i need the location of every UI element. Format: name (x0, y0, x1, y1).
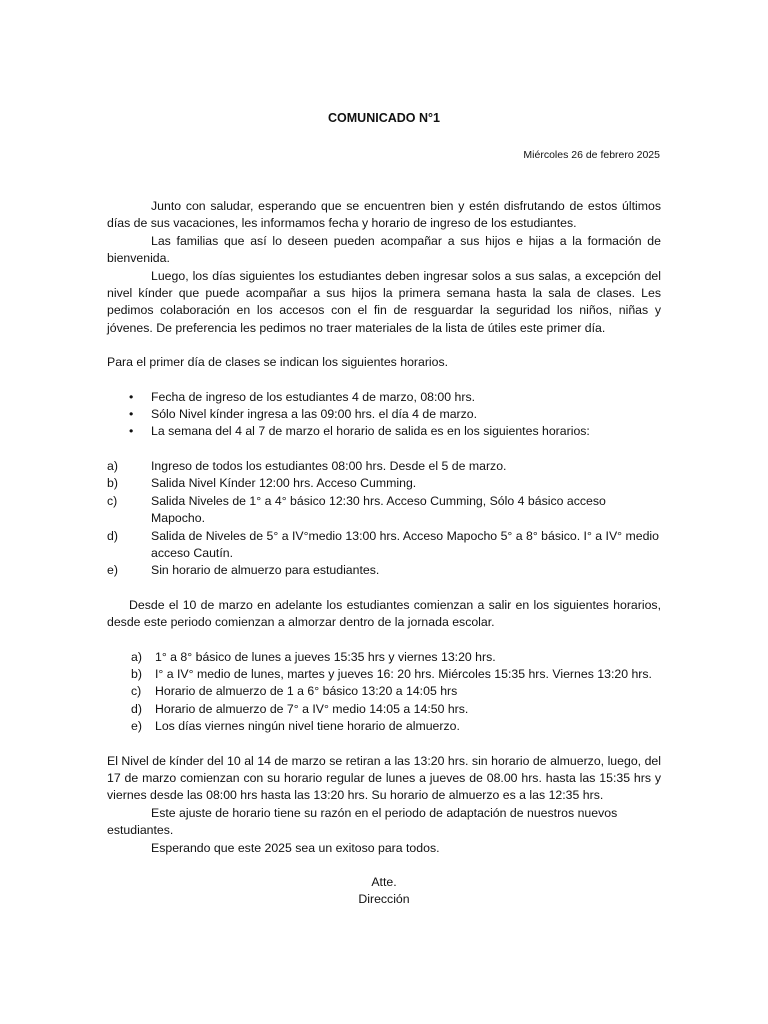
list-item-text: I° a IV° medio de lunes, martes y jueves 16: 20 hrs. Miércoles 15:35 hrs. Viernes 13:20 hrs. (155, 666, 652, 681)
list-item (107, 718, 661, 735)
intro-paragraph: Las familias que así lo deseen pueden acompañar a sus hijos e hijas a la formación de bienvenida. (107, 233, 661, 266)
list-item-text: Salida Nivel Kínder 12:00 hrs. Acceso Cumming. (151, 476, 417, 491)
list-marker: b) (131, 666, 142, 681)
list-marker: e) (131, 719, 142, 734)
list-item-text: Los días viernes ningún nivel tiene horario de almuerzo. (155, 719, 460, 734)
list-item (107, 475, 661, 492)
march-intro-paragraph: Desde el 10 de marzo en adelante los estudiantes comienzan a salir en los siguientes horarios, desde este periodo comienzan a almorzar dentro de la jornada escolar. (107, 597, 661, 630)
kinder-paragraph: El Nivel de kínder del 10 al 14 de marzo se retiran a las 13:20 hrs. sin horario de almuerzo, luego, del 17 de marzo comienzan con su horario regular de lunes a jueves de 08.00 hrs. hasta las 15:35 hrs y viernes desde las 08:00 hrs hasta las 13:20 hrs. Su horario de almuerzo es a las 12:35 hrs. (107, 753, 661, 803)
list-item-text: Horario de almuerzo de 1 a 6° básico 13:20 a 14:05 hrs (155, 684, 458, 699)
document-title: COMUNICADO N°1 (328, 111, 440, 125)
signature: Dirección (358, 892, 410, 907)
list-item (107, 649, 661, 666)
document-date: Miércoles 26 de febrero 2025 (523, 149, 660, 161)
list-item (107, 528, 661, 563)
list-item-text: Salida Niveles de 1° a 4° básico 12:30 hrs. Acceso Cumming, Sólo 4 básico acceso Mapocho. (151, 493, 606, 526)
list-item (107, 458, 661, 475)
first-day-bullet-list (107, 389, 661, 441)
document-body (107, 198, 661, 909)
list-marker: d) (131, 701, 142, 716)
list-marker: a) (107, 458, 118, 473)
intro-paragraph: Luego, los días siguientes los estudiantes deben ingresar solos a sus salas, a excepción del nivel kínder que puede acompañar a sus hijos la primera semana hasta la sala de clases. Les pedimos colaboración en los accesos con el fin de resguardar la seguridad los niños, niñas y jóvenes. De preferencia les pedimos no traer materiales de la lista de útiles este primer día. (107, 268, 661, 335)
bullet-item: • La semana del 4 al 7 de marzo el horario de salida es en los siguientes horarios: (107, 423, 661, 440)
list-item (107, 683, 661, 700)
first-day-intro: Para el primer día de clases se indican los siguientes horarios. (107, 355, 449, 370)
list-marker: c) (107, 493, 118, 508)
list-item (107, 666, 661, 683)
list-item-text: Ingreso de todos los estudiantes 08:00 hrs. Desde el 5 de marzo. (151, 458, 507, 473)
list-marker: a) (131, 649, 142, 664)
adjustment-paragraph: Este ajuste de horario tiene su razón en el periodo de adaptación de nuestros nuevos estudiantes. (107, 805, 618, 838)
list-marker: e) (107, 563, 118, 578)
list-item-text: Sin horario de almuerzo para estudiantes. (151, 563, 380, 578)
list-item-text: 1° a 8° básico de lunes a jueves 15:35 hrs y viernes 13:20 hrs. (155, 649, 496, 664)
intro-paragraph: Junto con saludar, esperando que se encuentren bien y estén disfrutando de estos últimos días de sus vacaciones, les informamos fecha y horario de ingreso de los estudiantes. (107, 199, 661, 231)
list-item (107, 701, 661, 718)
bullet-item: • Sólo Nivel kínder ingresa a las 09:00 hrs. el día 4 de marzo. (107, 406, 661, 423)
closing-wish-paragraph: Esperando que este 2025 sea un exitoso para todos. (151, 840, 440, 855)
list-item-text: Salida de Niveles de 5° a IV°medio 13:00 hrs. Acceso Mapocho 5° a 8° básico. I° a IV° medio acceso Cautín. (151, 528, 659, 560)
list-item (107, 493, 661, 528)
list-item-text: Horario de almuerzo de 7° a IV° medio 14:05 a 14:50 hrs. (155, 701, 469, 716)
bullet-item: • Fecha de ingreso de los estudiantes 4 de marzo, 08:00 hrs. (107, 389, 661, 406)
list-marker: d) (107, 528, 118, 543)
list-item (107, 562, 661, 579)
list-marker: b) (107, 476, 118, 491)
march-schedule-list (107, 649, 661, 736)
closing-salutation: Atte. (371, 875, 397, 889)
list-marker: c) (131, 684, 142, 699)
week-schedule-list (107, 458, 661, 580)
